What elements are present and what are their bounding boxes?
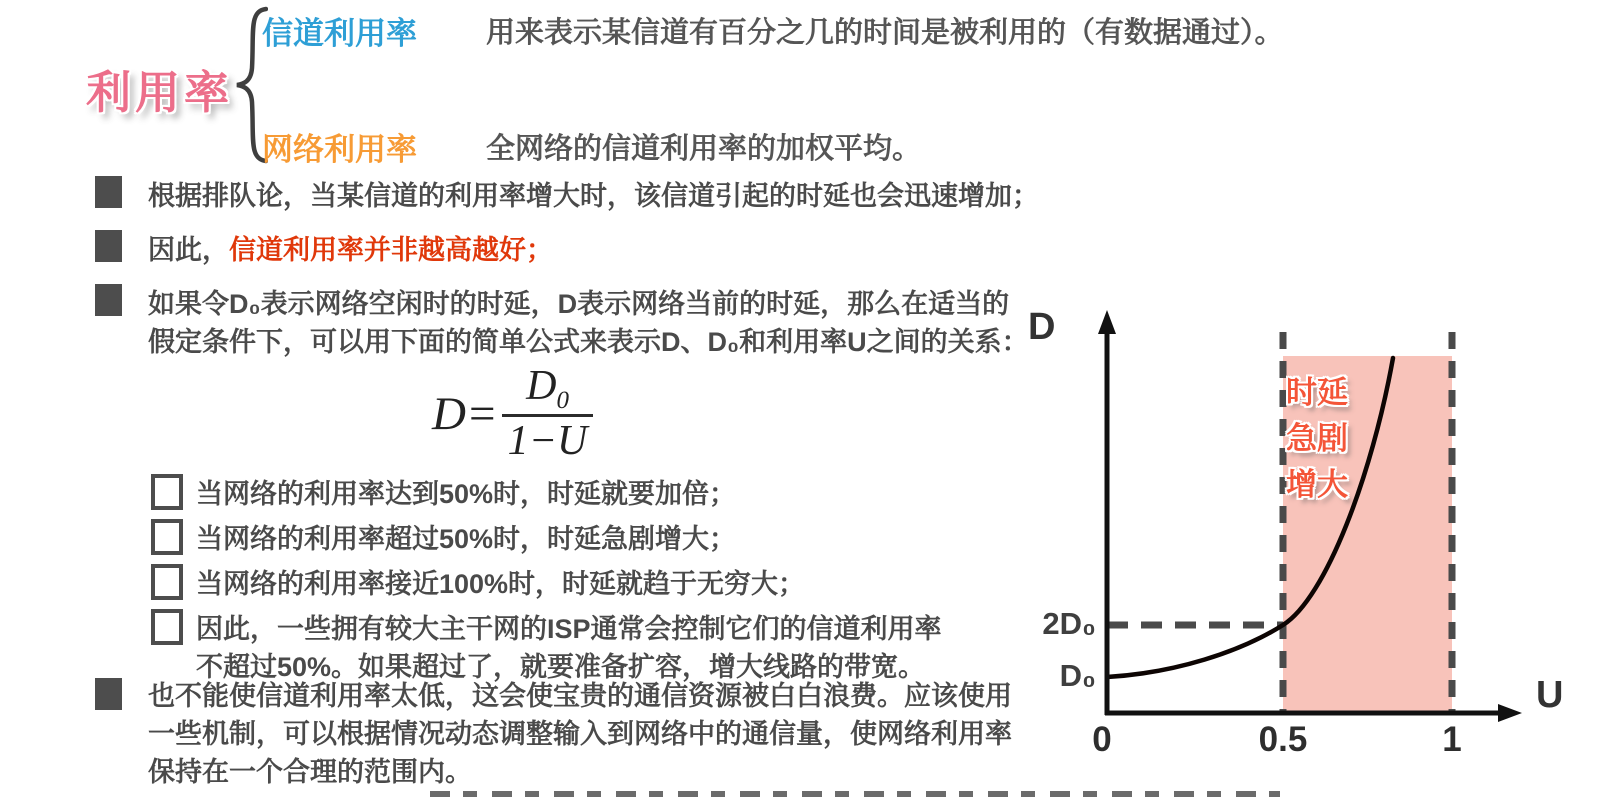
- check-item-near-100: 当网络的利用率接近100%时，时延就趋于无穷大；: [196, 569, 806, 599]
- y-tick-2d0: 2D₀: [1042, 606, 1096, 641]
- formula-denominator: 1−U: [502, 414, 594, 464]
- channel-utilization-definition: 用来表示某信道有百分之几的时间是被利用的（有数据通过）。: [486, 17, 1284, 49]
- chart-annotation: [1267, 370, 1367, 508]
- bullet-square-icon: [95, 678, 122, 710]
- checkbox-icon: [151, 474, 183, 510]
- annotation-line-2: 急剧: [1286, 421, 1348, 456]
- x-tick-0: 0: [1092, 720, 1112, 759]
- formula-numerator: $D_0$: [526, 363, 569, 414]
- formula-fraction: [502, 364, 594, 464]
- bullet-square-icon: [95, 230, 122, 262]
- channel-utilization-label: 信道利用率: [262, 16, 417, 51]
- bullet-queueing-theory: 根据排队论，当某信道的利用率增大时，该信道引起的时延也会迅速增加；: [148, 181, 1039, 211]
- checkbox-icon: [151, 609, 183, 645]
- y-axis-label: D: [1028, 306, 1056, 348]
- annotation-line-3: 增大: [1286, 467, 1348, 502]
- utilization-root-label: 利用率: [86, 67, 234, 118]
- x-tick-0.5: 0.5: [1258, 720, 1308, 759]
- bullet-not-higher-better: [148, 228, 553, 267]
- red-emphasis-text: 信道利用率并非越高越好；: [229, 235, 553, 265]
- closing-bullet-line-2: 一些机制，可以根据情况动态调整输入到网络中的通信量，使网络利用率: [148, 719, 1012, 749]
- network-utilization-definition: 全网络的信道利用率的加权平均。: [486, 133, 922, 165]
- closing-bullet-line-3: 保持在一个合理的范围内。: [148, 757, 472, 787]
- bullet-square-icon: [95, 284, 122, 316]
- check-item-isp-line-1: 因此，一些拥有较大主干网的ISP通常会控制它们的信道利用率: [196, 614, 942, 644]
- x-tick-1: 1: [1442, 720, 1462, 759]
- delay-vs-utilization-chart: [1000, 300, 1612, 770]
- bullet-d0-line-1: 如果令D₀表示网络空闲时的时延，D表示网络当前的时延，那么在适当的: [148, 289, 1010, 319]
- y-tick-d0: D₀: [1059, 658, 1096, 693]
- network-utilization-label: 网络利用率: [262, 132, 417, 167]
- closing-bullet-line-1: 也不能使信道利用率太低，这会使宝贵的通信资源被白白浪费。应该使用: [148, 681, 1012, 711]
- bullet-prefix: 因此，: [148, 235, 229, 265]
- check-item-isp-line-2: 不超过50%。如果超过了，就要准备扩容，增大线路的带宽。: [196, 652, 926, 682]
- x-axis-arrow-icon: [1498, 704, 1522, 722]
- checkbox-icon: [151, 519, 183, 555]
- check-item-over-50: 当网络的利用率超过50%时，时延急剧增大；: [196, 524, 737, 554]
- annotation-line-1: 时延: [1286, 375, 1348, 410]
- checkbox-icon: [151, 564, 183, 600]
- cropped-bottom-text-line: [430, 791, 1280, 797]
- bullet-d0-line-2: 假定条件下，可以用下面的简单公式来表示D、D₀和利用率U之间的关系：: [148, 327, 1029, 357]
- formula-lhs: D=: [432, 388, 498, 440]
- x-axis-label: U: [1536, 674, 1564, 716]
- bullet-square-icon: [95, 176, 122, 208]
- y-axis-arrow-icon: [1098, 310, 1116, 334]
- delay-utilization-formula: [432, 364, 593, 464]
- check-item-50-double: 当网络的利用率达到50%时，时延就要加倍；: [196, 479, 737, 509]
